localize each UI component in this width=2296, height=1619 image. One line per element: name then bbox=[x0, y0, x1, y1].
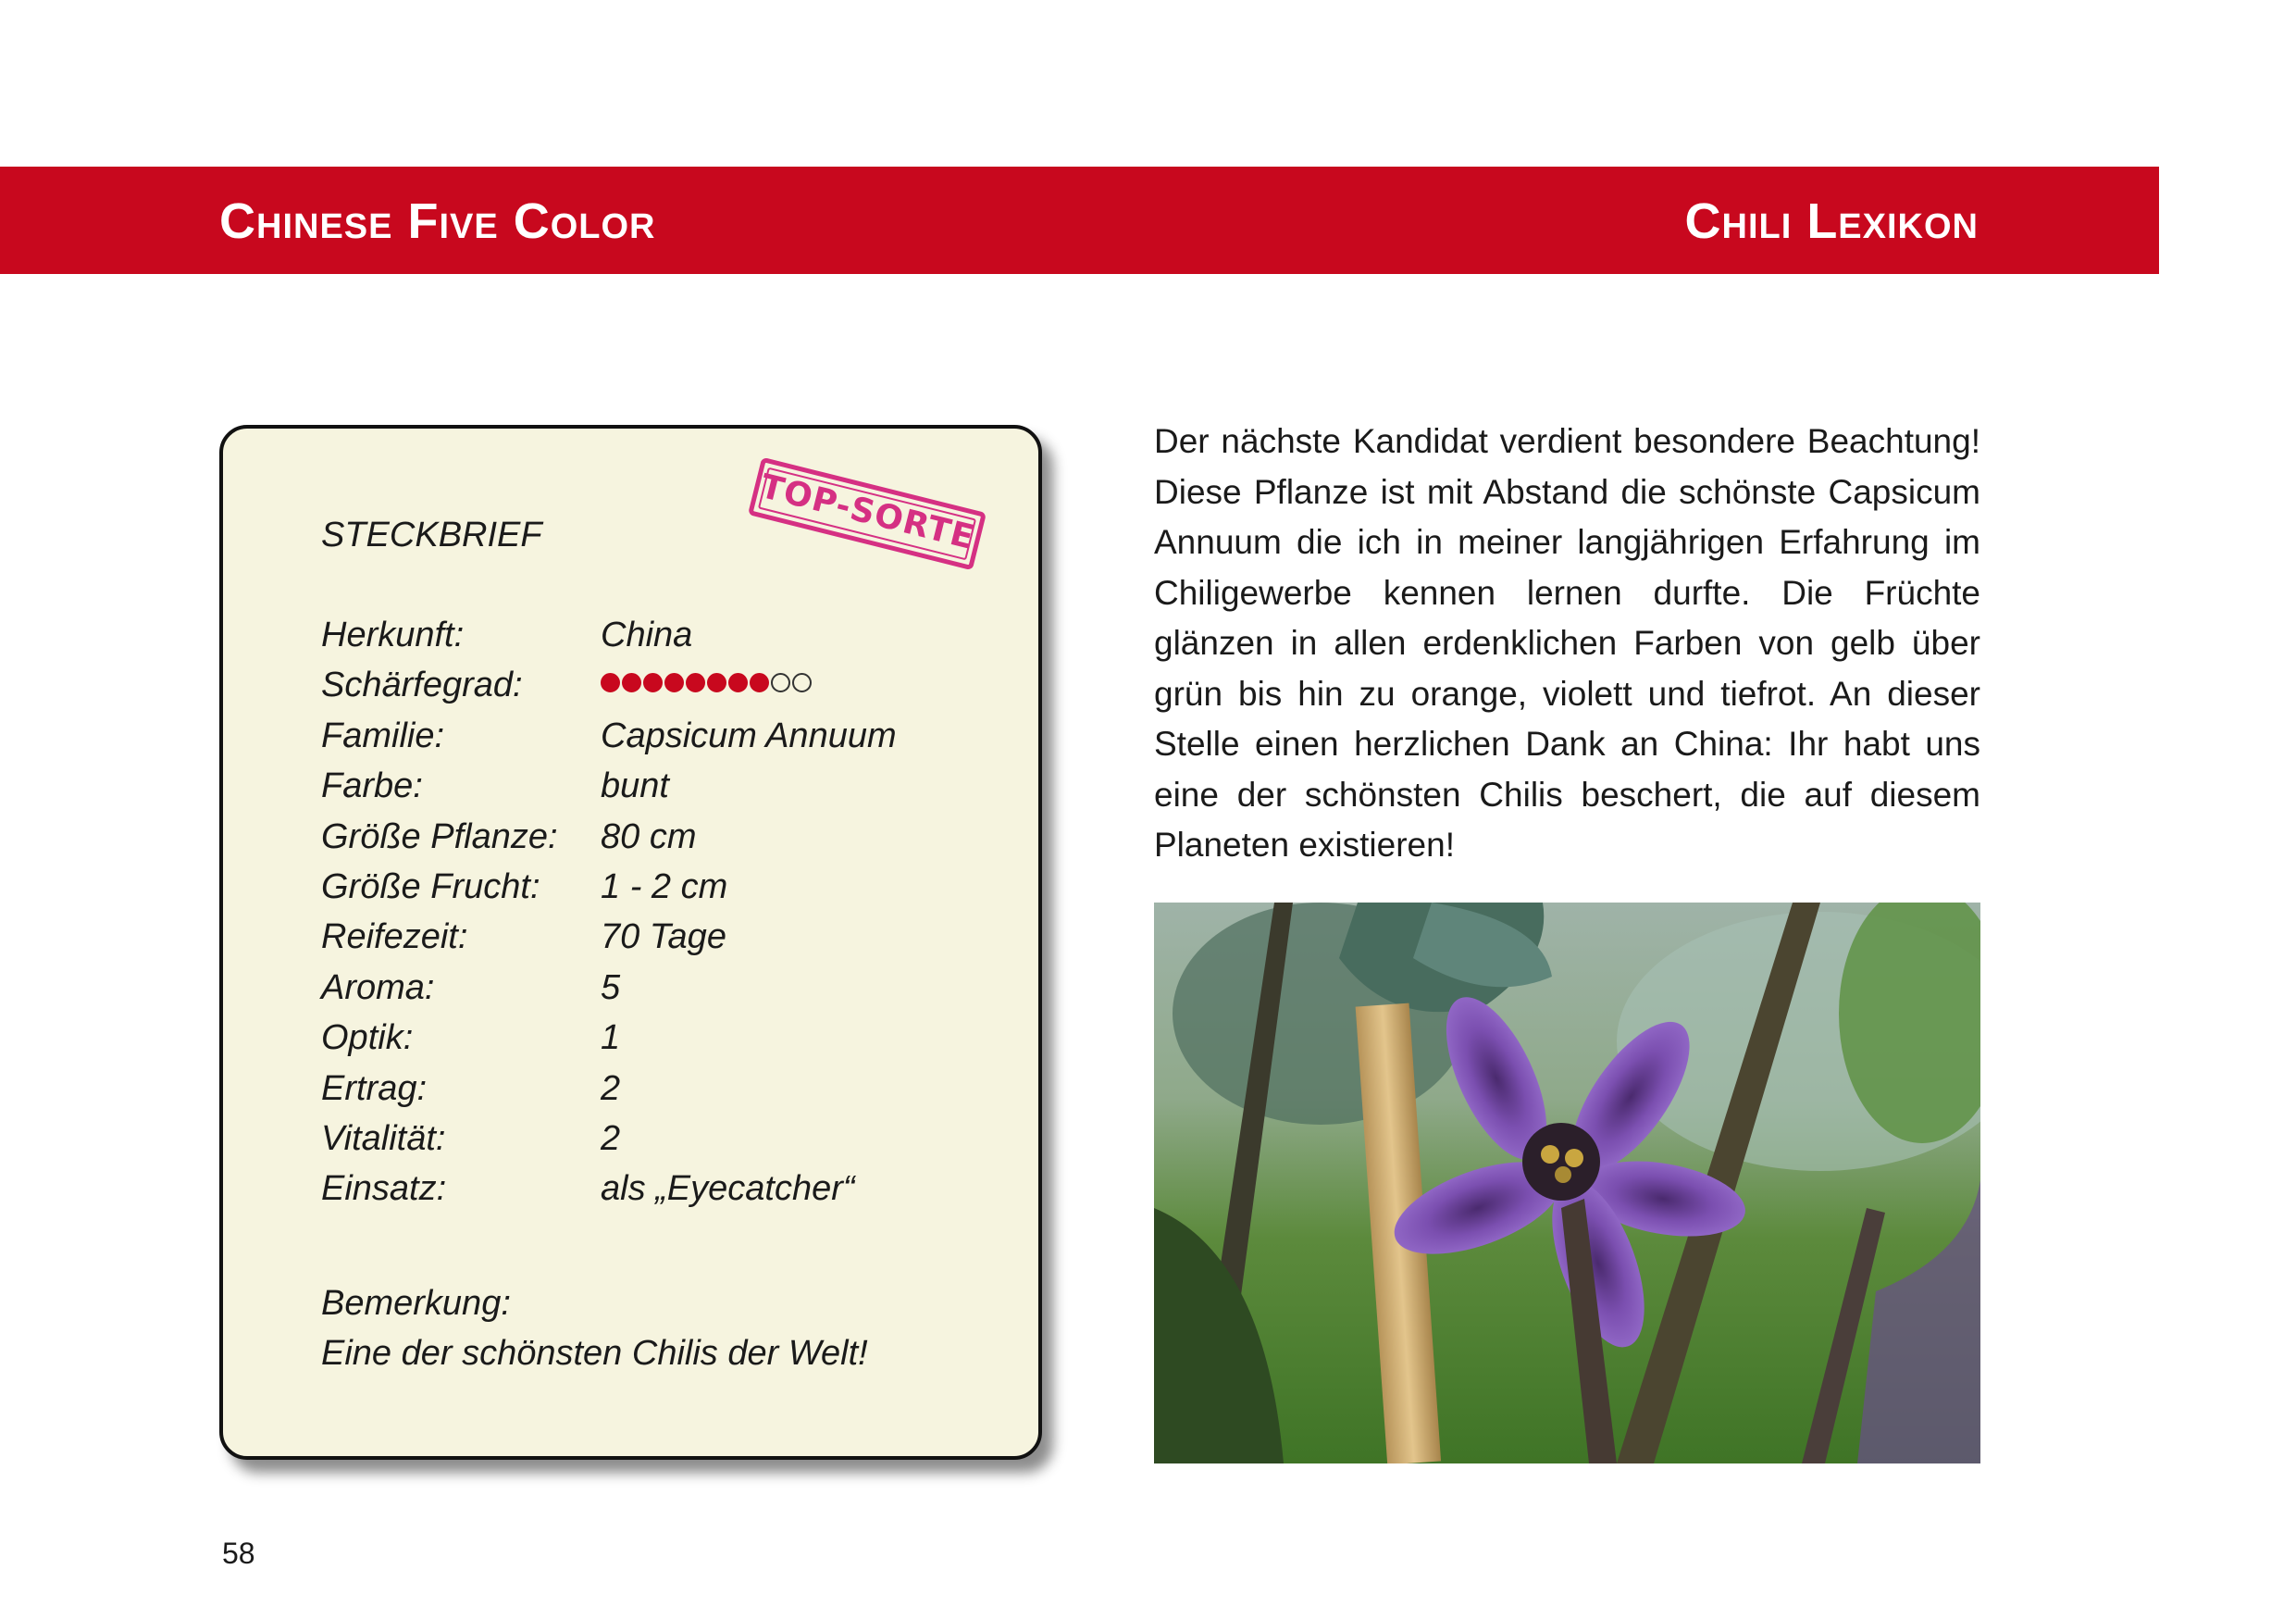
page-number: 58 bbox=[222, 1537, 255, 1570]
fact-value: Capsicum Annuum bbox=[601, 716, 897, 755]
fact-value: 5 bbox=[601, 967, 621, 1007]
heat-dot-filled bbox=[728, 673, 748, 692]
heat-dot-filled bbox=[750, 673, 769, 692]
fact-label: Reifezeit: bbox=[321, 917, 468, 957]
stamp-label: TOP-SORTE bbox=[756, 467, 979, 558]
heat-dot-empty bbox=[792, 673, 812, 692]
fact-value: 2 bbox=[601, 1068, 621, 1108]
fact-label: Größe Frucht: bbox=[321, 867, 540, 906]
remark-text: Eine der schönsten Chilis der Welt! bbox=[321, 1334, 868, 1373]
photo-illustration bbox=[1154, 903, 1980, 1463]
top-sorte-stamp bbox=[748, 457, 987, 571]
fact-value: 80 cm bbox=[601, 816, 697, 856]
stamp-border bbox=[758, 467, 976, 561]
section-title: Chili Lexikon bbox=[1684, 193, 1979, 249]
fact-label: Größe Pflanze: bbox=[321, 816, 558, 856]
heat-dot-empty bbox=[771, 673, 790, 692]
chili-flower-photo bbox=[1154, 903, 1980, 1463]
fact-value: China bbox=[601, 616, 693, 654]
fact-value: bunt bbox=[601, 766, 669, 806]
remark-label: Bemerkung: bbox=[321, 1284, 511, 1323]
fact-value: 1 - 2 cm bbox=[601, 867, 728, 906]
heat-dot-filled bbox=[601, 673, 620, 692]
fact-label: Einsatz: bbox=[321, 1169, 447, 1209]
fact-label: Herkunft: bbox=[321, 616, 465, 654]
fact-label: Aroma: bbox=[321, 967, 435, 1007]
heat-dot-filled bbox=[707, 673, 726, 692]
profile-card bbox=[219, 425, 1042, 1460]
heat-dot-filled bbox=[643, 673, 663, 692]
fact-label: Schärfegrad: bbox=[321, 666, 523, 705]
heat-scale bbox=[601, 673, 812, 692]
fact-value: 70 Tage bbox=[601, 917, 726, 957]
heat-dot-filled bbox=[664, 673, 684, 692]
fact-label: Familie: bbox=[321, 716, 445, 755]
page-title: Chinese Five Color bbox=[219, 193, 656, 249]
heat-dot-filled bbox=[686, 673, 705, 692]
fact-label: Vitalität: bbox=[321, 1119, 446, 1158]
fact-label: Optik: bbox=[321, 1018, 414, 1058]
fact-value: als „Eyecatcher“ bbox=[601, 1169, 855, 1209]
fact-label: Ertrag: bbox=[321, 1068, 428, 1108]
fact-label: Farbe: bbox=[321, 766, 423, 806]
fact-value: 2 bbox=[601, 1119, 621, 1158]
header-bar bbox=[0, 167, 2159, 274]
heat-dot-filled bbox=[622, 673, 641, 692]
card-heading: STECKBRIEF bbox=[321, 516, 542, 554]
intro-paragraph: Der nächste Kandidat verdient besondere Beachtung! Diese Pflanze ist mit Abstand die schönste Capsicum Annuum die ich in meiner langjährigen Erfahrung im Chiligewerbe kennen lernen durfte. Die Früchte glänzen in allen erdenklichen Farben von gelb über grün bis hin zu orange, violett und tiefrot. An dieser Stelle einen herzlichen Dank an China: Ihr habt uns eine der schönsten Chilis beschert, die auf diesem Planeten existieren! bbox=[1154, 422, 1980, 864]
fact-value: 1 bbox=[601, 1018, 621, 1058]
